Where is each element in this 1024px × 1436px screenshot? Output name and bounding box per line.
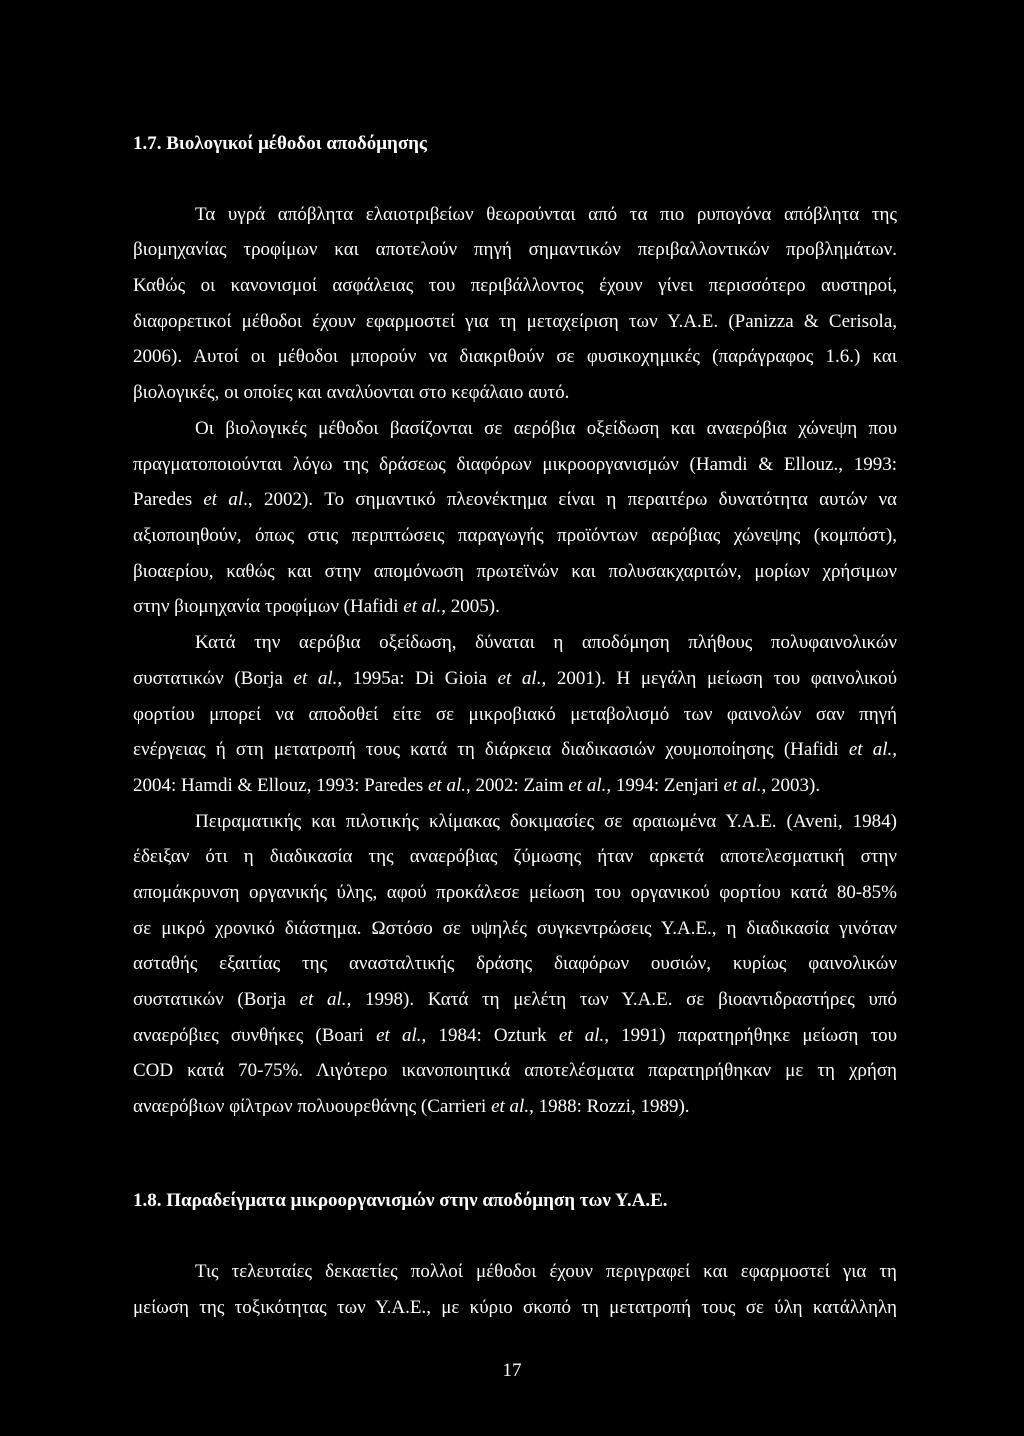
paragraph-line: βιοαερίου, καθώς και στην απομόνωση πρωτεϊνών και πολυσακχαριτών, μορίων χρήσιμων bbox=[133, 561, 897, 582]
section-heading-1-7: 1.7. Βιολογικοί μέθοδοι αποδόμησης bbox=[133, 133, 427, 154]
section-heading-1-8: 1.8. Παραδείγματα μικροοργανισμών στην αποδόμηση των Υ.Α.Ε. bbox=[133, 1190, 668, 1211]
paragraph-line: ασταθής εξαιτίας της ανασταλτικής δράσης διαφόρων ουσιών, κυρίως φαινολικών bbox=[133, 953, 897, 974]
paragraph-line: σε μικρό χρονικό διάστημα. Ωστόσο σε υψηλές συγκεντρώσεις Υ.Α.Ε., η διαδικασία γινόταν bbox=[133, 918, 897, 939]
paragraph-line: Τις τελευταίες δεκαετίες πολλοί μέθοδοι έχουν περιγραφεί και εφαρμοστεί για τη bbox=[195, 1261, 897, 1282]
paragraph-line: Καθώς οι κανονισμοί ασφάλειας του περιβάλλοντος έχουν γίνει περισσότερο αυστηροί, bbox=[133, 275, 897, 296]
paragraph-line: βιολογικές, οι οποίες και αναλύονται στο κεφάλαιο αυτό. bbox=[133, 382, 570, 403]
paragraph-line: ενέργειας ή στη μετατροπή τους κατά τη διάρκεια διαδικασιών χουμοποίησης (Hafidi et al., bbox=[133, 739, 897, 760]
paragraph-line: COD κατά 70-75%. Λιγότερο ικανοποιητικά αποτελέσματα παρατηρήθηκαν με τη χρήση bbox=[133, 1060, 897, 1081]
paragraph-line: 2004: Hamdi & Ellouz, 1993: Paredes et al., 2002: Zaim et al., 1994: Zenjari et al., 2003). bbox=[133, 775, 821, 796]
paragraph-line: έδειξαν ότι η διαδικασία της αναερόβιας ζύμωσης ήταν αρκετά αποτελεσματική στην bbox=[133, 846, 897, 867]
paragraph-line: απομάκρυνση οργανικής ύλης, αφού προκάλεσε μείωση του οργανικού φορτίου κατά 80-85% bbox=[133, 882, 897, 903]
paragraph-line: Τα υγρά απόβλητα ελαιοτριβείων θεωρούνται από τα πιο ρυπογόνα απόβλητα της bbox=[195, 204, 897, 225]
paragraph-line: αναερόβιες συνθήκες (Boari et al., 1984: Ozturk et al., 1991) παρατηρήθηκε μείωση του bbox=[133, 1025, 898, 1046]
paragraph-line: αναερόβιων φίλτρων πολυουρεθάνης (Carrieri et al., 1988: Rozzi, 1989). bbox=[133, 1096, 690, 1117]
paragraph-line: Paredes et al., 2002). Το σημαντικό πλεονέκτημα είναι η περαιτέρω δυνατότητα αυτών να bbox=[133, 489, 898, 510]
paragraph-line: αξιοποιηθούν, όπως στις περιπτώσεις παραγωγής προϊόντων αερόβιας χώνεψης (κομπόστ), bbox=[133, 525, 897, 546]
paragraph-line: πραγματοποιούνται λόγω της δράσεως διαφόρων μικροοργανισμών (Hamdi & Ellouz., 1993: bbox=[133, 454, 897, 475]
paragraph-line: συστατικών (Borja et al., 1995a: Di Gioia et al., 2001). Η μεγάλη μείωση του φαινολικού bbox=[133, 668, 898, 689]
paragraph-line: Πειραματικής και πιλοτικής κλίμακας δοκιμασίες σε αραιωμένα Υ.Α.Ε. (Aveni, 1984) bbox=[195, 811, 897, 832]
paragraph-line: Οι βιολογικές μέθοδοι βασίζονται σε αερόβια οξείδωση και αναερόβια χώνεψη που bbox=[195, 418, 897, 439]
paragraph-line: φορτίου μπορεί να αποδοθεί είτε σε μικροβιακό μεταβολισμό των φαινολών σαν πηγή bbox=[133, 704, 897, 725]
paragraph-line: διαφορετικοί μέθοδοι έχουν εφαρμοστεί για τη μεταχείριση των Υ.Α.Ε. (Panizza & Cerisola, bbox=[133, 311, 897, 332]
paragraph-line: μείωση της τοξικότητας των Υ.Α.Ε., με κύριο σκοπό τη μετατροπή τους σε ύλη κατάλληλη bbox=[133, 1297, 897, 1318]
paragraph-line: 2006). Αυτοί οι μέθοδοι μπορούν να διακριθούν σε φυσικοχημικές (παράγραφος 1.6.) και bbox=[133, 346, 897, 367]
paragraph-line: συστατικών (Borja et al., 1998). Κατά τη μελέτη των Υ.Α.Ε. σε βιοαντιδραστήρες υπό bbox=[133, 989, 897, 1010]
paragraph-line: Κατά την αερόβια οξείδωση, δύναται η αποδόμηση πλήθους πολυφαινολικών bbox=[195, 632, 897, 653]
paragraph-line: στην βιομηχανία τροφίμων (Hafidi et al., 2005). bbox=[133, 596, 500, 617]
paragraph-line: βιομηχανίας τροφίμων και αποτελούν πηγή σημαντικών περιβαλλοντικών προβλημάτων. bbox=[133, 239, 897, 260]
page-number: 17 bbox=[502, 1360, 522, 1381]
